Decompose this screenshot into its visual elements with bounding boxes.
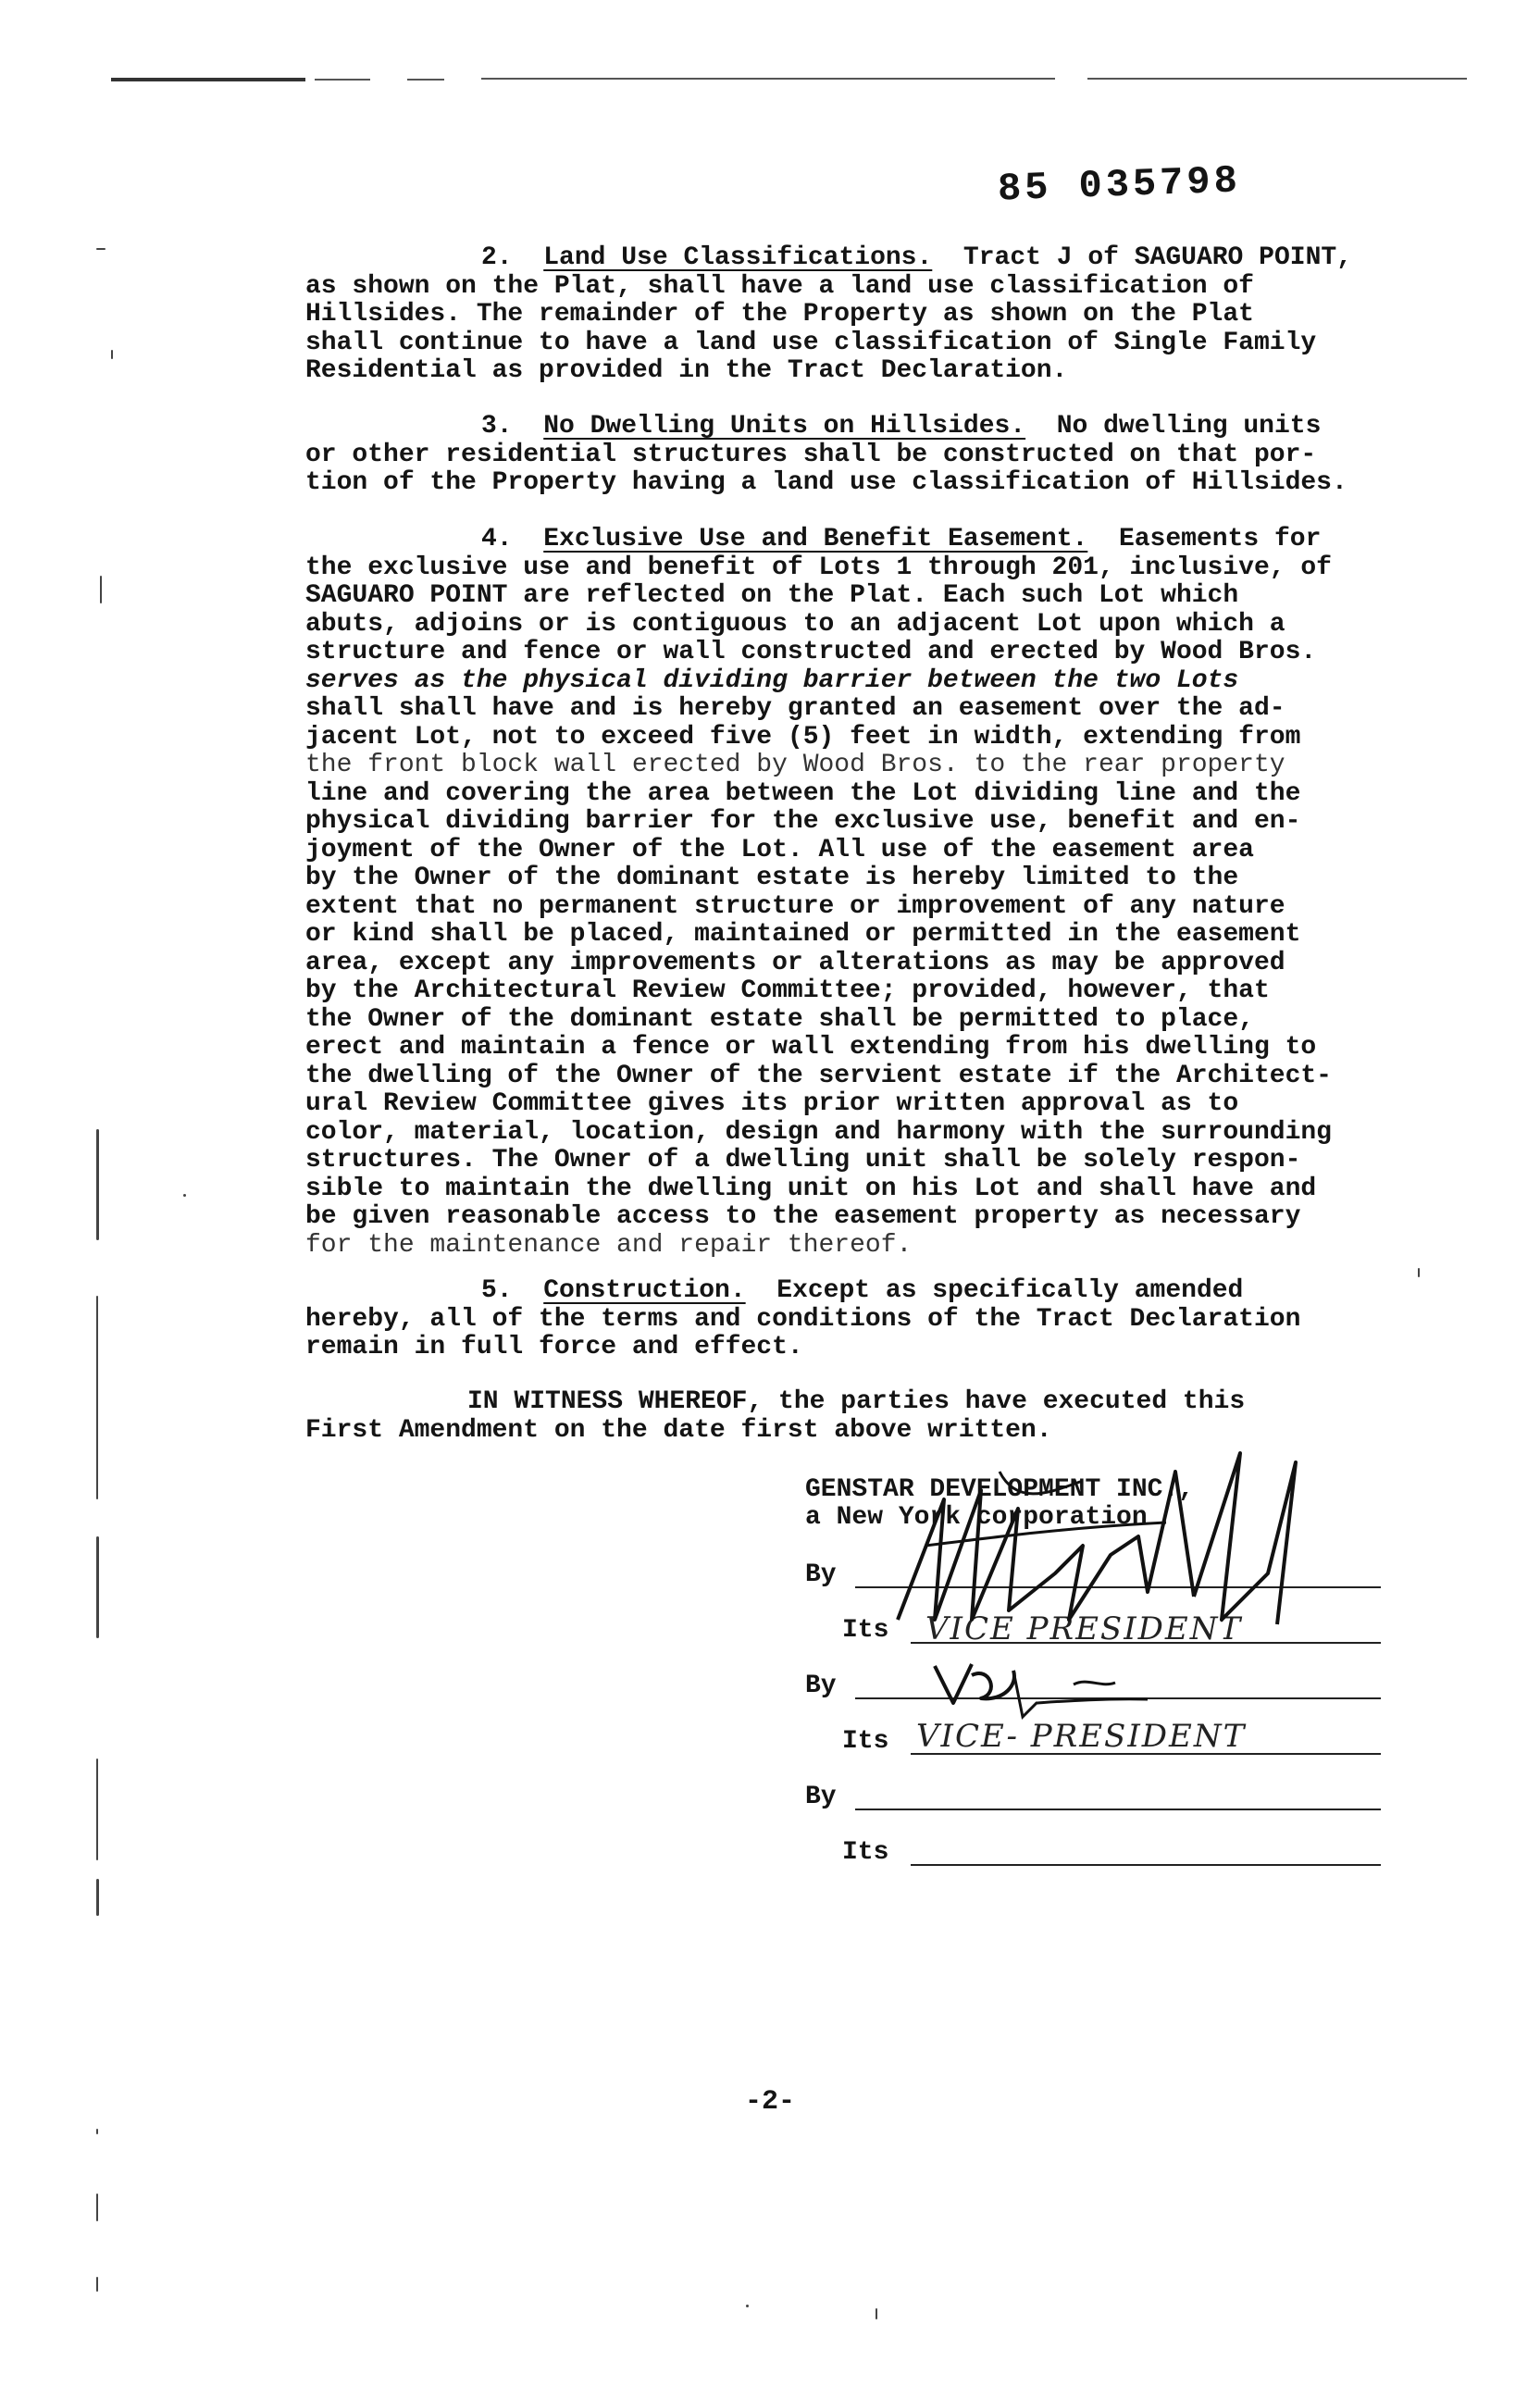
its-label: Its <box>842 1727 889 1756</box>
paragraph-line: tion of the Property having a land use classification of Hillsides. <box>305 468 1348 497</box>
paragraph-line: Residential as provided in the Tract Declaration. <box>305 356 1068 385</box>
paragraph-line: by the Owner of the dominant estate is hereby limited to the <box>305 864 1239 892</box>
scan-speck <box>183 1194 186 1197</box>
paragraph-5 <box>305 1277 1434 1362</box>
paragraph-line: No dwelling units <box>1056 412 1322 441</box>
paragraph-line: area, except any improvements or alterations as may be approved <box>305 948 1285 977</box>
scan-speck <box>876 2308 877 2319</box>
paragraph-line: the Owner of the dominant estate shall be permitted to place, <box>305 1004 1254 1034</box>
scan-speck <box>746 2305 749 2307</box>
paragraph-number: 2. <box>481 243 513 272</box>
paragraph-line: Hillsides. The remainder of the Property as shown on the Plat <box>305 300 1254 329</box>
paragraph-line: SAGUARO POINT are reflected on the Plat. Each such Lot which <box>305 581 1239 610</box>
signature-line <box>855 1809 1381 1810</box>
paragraph-line: remain in full force and effect. <box>305 1333 803 1361</box>
paragraph-line: Tract J of SAGUARO POINT, <box>962 243 1352 272</box>
paragraph-line: joyment of the Owner of the Lot. All use of the easement area <box>305 835 1254 864</box>
paragraph-line: sible to maintain the dwelling unit on his Lot and shall have and <box>305 1174 1317 1203</box>
witness-line: IN WITNESS WHEREOF, the parties have executed this <box>467 1387 1246 1416</box>
paragraph-line: structure and fence or wall constructed and erected by Wood Bros. <box>305 638 1317 666</box>
paragraph-line: physical dividing barrier for the exclusive use, benefit and en- <box>305 807 1301 836</box>
witness-line: First Amendment on the date first above written. <box>305 1415 1052 1445</box>
paragraph-line: color, material, location, design and harmony with the surrounding <box>305 1117 1332 1147</box>
scan-edge-mark <box>481 78 1055 80</box>
paragraph-line: shall shall have and is hereby granted an easement over the ad- <box>305 694 1285 723</box>
paragraph-line: shall continue to have a land use classification of Single Family <box>305 328 1317 357</box>
paragraph-4 <box>305 526 1434 1260</box>
signature-descriptor: a New York corporation <box>805 1503 1148 1532</box>
paragraph-heading: Land Use Classifications. <box>543 243 933 272</box>
scan-edge-mark <box>1087 78 1467 80</box>
paragraph-line: abuts, adjoins or is contiguous to an adjacent Lot upon which a <box>305 609 1285 639</box>
scan-speck <box>96 248 106 250</box>
paragraph-3 <box>305 413 1434 498</box>
scan-speck <box>96 1129 99 1240</box>
document-number: 85 035798 <box>997 158 1242 212</box>
paragraph-line: by the Architectural Review Committee; provided, however, that <box>305 976 1270 1005</box>
title-line <box>911 1864 1381 1866</box>
by-label: By <box>805 1672 837 1700</box>
paragraph-line: erect and maintain a fence or wall extending from his dwelling to <box>305 1033 1317 1062</box>
scan-speck <box>96 2277 98 2292</box>
handwritten-signature-2 <box>916 1647 1157 1722</box>
page-number: -2- <box>744 2086 795 2118</box>
by-label: By <box>805 1783 837 1811</box>
scan-speck <box>96 1296 98 1499</box>
scan-speck <box>100 576 102 603</box>
paragraph-line: the exclusive use and benefit of Lots 1 through 201, inclusive, of <box>305 553 1332 582</box>
paragraph-line: line and covering the area between the Lot dividing line and the <box>305 778 1301 808</box>
scan-speck <box>96 1536 99 1638</box>
paragraph-line: the front block wall erected by Wood Bros. to the rear property <box>305 751 1285 779</box>
scan-speck <box>96 2129 98 2134</box>
paragraph-line: or other residential structures shall be constructed on that por- <box>305 440 1317 469</box>
paragraph-line: extent that no permanent structure or improvement of any nature <box>305 891 1285 921</box>
scan-edge-mark <box>407 79 444 81</box>
paragraph-line: structures. The Owner of a dwelling unit shall be solely respon- <box>305 1146 1301 1175</box>
paragraph-heading: No Dwelling Units on Hillsides. <box>543 412 1026 441</box>
paragraph-line: Easements for <box>1118 525 1322 553</box>
scan-speck <box>96 2194 98 2221</box>
paragraph-line: jacent Lot, not to exceed five (5) feet in width, extending from <box>305 722 1301 752</box>
handwritten-title: VICE PRESIDENT <box>925 1610 1243 1647</box>
handwritten-title: VICE- PRESIDENT <box>916 1718 1247 1755</box>
paragraph-number: 3. <box>481 412 513 441</box>
scan-speck <box>1418 1268 1420 1277</box>
scan-speck <box>111 350 113 359</box>
paragraph-line: as shown on the Plat, shall have a land use classification of <box>305 271 1254 301</box>
paragraph-line: serves as the physical dividing barrier between the two Lots <box>305 665 1239 695</box>
paragraph-line: Except as specifically amended <box>776 1276 1244 1305</box>
scan-edge-mark <box>111 78 305 81</box>
scan-speck <box>96 1879 99 1916</box>
paragraph-2 <box>305 244 1434 386</box>
paragraph-line: for the maintenance and repair thereof. <box>305 1230 913 1260</box>
scan-speck <box>96 1759 98 1860</box>
paragraph-number: 4. <box>481 525 513 553</box>
by-label: By <box>805 1560 837 1589</box>
paragraph-line: hereby, all of the terms and conditions of the Tract Declaration <box>305 1304 1301 1334</box>
paragraph-number: 5. <box>481 1276 513 1305</box>
paragraph-line: the dwelling of the Owner of the servient estate if the Architect- <box>305 1061 1332 1090</box>
paragraph-line: or kind shall be placed, maintained or permitted in the easement <box>305 920 1301 949</box>
its-label: Its <box>842 1616 889 1645</box>
handwritten-signature-1 <box>870 1435 1351 1657</box>
paragraph-line: ural Review Committee gives its prior written approval as to <box>305 1089 1239 1118</box>
signature-company: GENSTAR DEVELOPMENT INC., <box>805 1475 1195 1504</box>
scan-edge-mark <box>315 79 370 81</box>
its-label: Its <box>842 1838 889 1867</box>
paragraph-line: be given reasonable access to the easement property as necessary <box>305 1202 1301 1231</box>
paragraph-heading: Exclusive Use and Benefit Easement. <box>543 525 1088 553</box>
paragraph-heading: Construction. <box>543 1276 746 1305</box>
